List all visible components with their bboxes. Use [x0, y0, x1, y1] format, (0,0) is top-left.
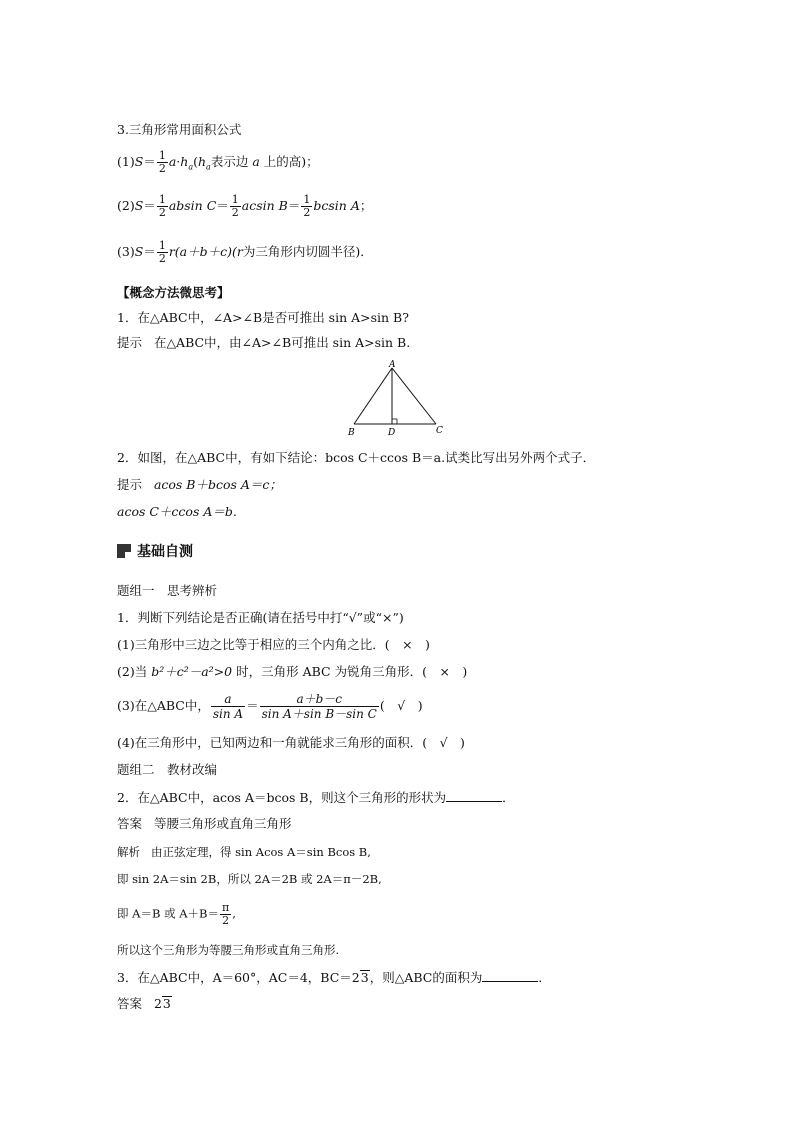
answer-blank — [482, 969, 538, 982]
answer-blank — [446, 789, 502, 802]
formula-2: (2)S＝ $\frac{1}{2}$ absin C＝ $\frac{1}{2}$ acsin B＝ $\frac{1}{2}$ bcsin A； — [117, 193, 373, 219]
think-q2: 2．如图，在△ABC中，有如下结论：bcos C＋ccos B＝a.试类比写出另外两个式子． — [117, 450, 596, 465]
group1-item3: (3)在△ABC中， $\frac{a}{\text{sin A}}$ ＝ $\frac{a+b-c}{\text{sin A＋sin B－sin C}}$ ( √ ) — [117, 692, 423, 721]
group2-title: 题组二 教材改编 — [117, 762, 218, 777]
label-B: B — [348, 428, 355, 438]
label-C: C — [436, 426, 443, 436]
think-a2: 提示 acos B＋bcos A＝c； — [117, 477, 282, 492]
think-a2-line2: acos C＋ccos A＝b. — [117, 504, 237, 519]
group1-item1: (1)三角形中三边之比等于相应的三个内角之比．( × ) — [117, 637, 430, 652]
think-a1: 提示 在△ABC中，由∠A>∠B可推出 sin A>sin B. — [117, 335, 411, 350]
label-A: A — [389, 360, 396, 370]
group2-q2: 2．在△ABC中，acos A＝bcos B，则这个三角形的形状为 ． — [117, 790, 515, 805]
group2-explain-l4: 所以这个三角形为等腰三角形或直角三角形. — [117, 943, 340, 957]
group1-item2: (2)当 b²＋c²－a²>0 时，三角形 ABC 为锐角三角形．( × ) — [117, 664, 468, 679]
group2-answer2: 答案 等腰三角形或直角三角形 — [117, 816, 292, 831]
section-header — [117, 540, 193, 562]
group1-title: 题组一 思考辨析 — [117, 583, 218, 598]
think-heading: 【概念方法微思考】 — [117, 285, 230, 300]
label-D: D — [388, 428, 396, 438]
group2-explain-l2: 即 sin 2A＝sin 2B，所以 2A＝2B 或 2A＝π－2B, — [117, 872, 382, 886]
triangle-figure — [340, 358, 450, 440]
area-formula-heading: 3.三角形常用面积公式 — [117, 122, 242, 137]
formula-3: (3)S＝ $\frac{1}{2}$ r(a＋b＋c)(r为三角形内切圆半径)． — [117, 239, 373, 265]
section-title: 基础自测 — [137, 544, 193, 560]
fraction-half: $\frac{1}{2}$ — [158, 149, 166, 175]
group2-explain-l1: 解析 由正弦定理，得 sin Acos A＝sin Bcos B, — [117, 845, 371, 859]
group1-item4: (4)在三角形中，已知两边和一角就能求三角形的面积．( √ ) — [117, 735, 465, 750]
think-q1: 1．在△ABC中，∠A>∠B是否可推出 sin A>sin B? — [117, 310, 409, 325]
group2-q3: 3．在△ABC中，A＝60°，AC＝4，BC＝23，则△ABC的面积为 ． — [117, 970, 551, 985]
formula-1: (1)S＝ $\frac{1}{2}$ $a\cdot h_a(h_a$表示边 a 上的高)； — [117, 149, 319, 175]
group2-answer3: 答案 23 — [117, 996, 171, 1011]
section-square-icon — [117, 544, 131, 558]
group2-explain-l3: 即 A＝B 或 A＋B＝ $\frac{\pi}{2}$ , — [117, 901, 236, 927]
group1-question: 1．判断下列结论是否正确(请在括号中打“√”或“×”) — [117, 610, 404, 625]
